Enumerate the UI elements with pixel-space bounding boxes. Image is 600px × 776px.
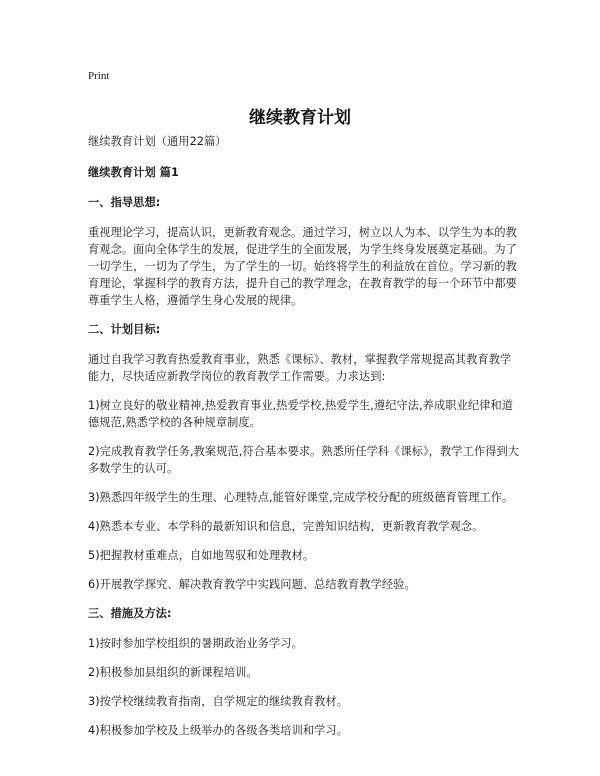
section-heading-measures: 三、措施及方法: xyxy=(88,607,172,620)
list-item: 4)熟悉本专业、本学科的最新知识和信息，完善知识结构，更新教育教学观念。 xyxy=(88,520,484,533)
list-item: 3)按学校继续教育指南，自学规定的继续教育教材。 xyxy=(88,695,349,708)
document-subtitle: 继续教育计划（通用22篇） xyxy=(88,135,227,148)
section-heading-plan-goals: 二、计划目标: xyxy=(88,323,161,336)
section-heading-guiding-ideas: 一、指导思想: xyxy=(88,196,161,209)
article-title: 继续教育计划 篇1 xyxy=(88,166,179,179)
list-item: 6)开展教学探究、解决教育教学中实践问题、总结教育教学经验。 xyxy=(88,578,416,591)
list-item: 1)树立良好的敬业精神,热爱教育事业,热爱学校,热爱学生,遵纪守法,养成职业纪律和道德规范,熟悉学校的各种规章制度。 xyxy=(88,399,514,429)
document-body xyxy=(88,133,520,751)
list-item: 1)按时参加学校组织的暑期政治业务学习。 xyxy=(88,637,303,650)
section-paragraph: 通过自我学习教育热爱教育事业，熟悉《课标》、教材，掌握教学常规提高其教育教学能力，尽快适应新教学岗位的教育教学工作需要。力求达到: xyxy=(88,353,512,383)
list-item: 2)积极参加县组织的新课程培训。 xyxy=(88,666,258,679)
list-item: 5)把握教材重难点，自如地驾驭和处理教材。 xyxy=(88,549,315,562)
list-item: 2)完成教育教学任务,教案规范,符合基本要求。熟悉所任学科《课标》，教学工作得到大多数学生的认可。 xyxy=(88,445,520,475)
list-item: 3)熟悉四年级学生的生理、心理特点,能管好课堂,完成学校分配的班级德育管理工作。 xyxy=(88,491,514,504)
section-paragraph: 重视理论学习，提高认识，更新教育观念。通过学习，树立以人为本、以学生为本的教育观念。面向全体学生的发展，促进学生的全面发展，为学生终身发展奠定基础。为了一切学生，一切为了学生，为了学生的一切。始终将学生的利益放在首位。学习新的教育理论，掌握科学的教育方法，提升自己的教学理念，在教育教学的每一个环节中都要尊重学生人格，遵循学生身心发展的规律。 xyxy=(88,226,517,307)
list-item: 4)积极参加学校及上级举办的各级各类培训和学习。 xyxy=(88,724,349,737)
page-title: 继续教育计划 xyxy=(249,108,351,128)
print-link[interactable]: Print xyxy=(88,70,110,82)
